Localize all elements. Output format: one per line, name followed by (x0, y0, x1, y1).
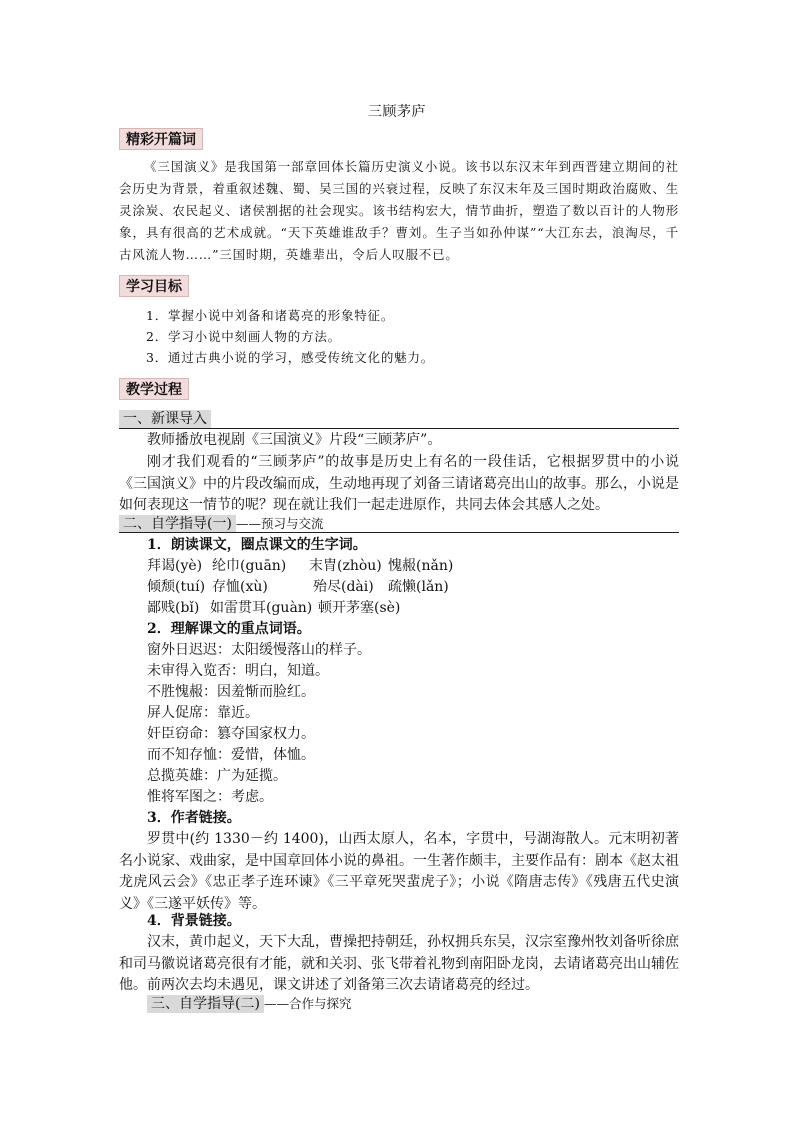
part3-label-shaded: 三、自学指导(二) (147, 995, 264, 1013)
section-header-opening: 精彩开篇词 (119, 128, 203, 150)
step-1: 1．朗读课文，圈点课文的生字词。 (147, 537, 367, 553)
word-item: 纶巾(guān) (212, 558, 287, 574)
definition-item: 总揽英雄：广为延揽。 (147, 768, 287, 784)
author-paragraph: 罗贯中(约 1330－约 1400)，山西太原人，名本，字贯中，号湖海散人。元末明初著名小说家、戏曲家，是中国章回体小说的鼻祖。一生著作颇丰，主要作品有：剧本《赵太祖龙虎风云会》《忠正孝子连环谏》《三平章死哭蜚虎子》；小说《隋唐志传》《残唐五代史演义》《三遂平妖传》等。 (119, 831, 679, 912)
step-4: 4．背景链接。 (147, 913, 241, 929)
definition-item: 不胜愧赧：因羞惭而脸红。 (147, 684, 315, 700)
part1-label (119, 410, 215, 429)
step-3: 3．作者链接。 (147, 810, 241, 826)
part2-label (119, 514, 327, 533)
word-item: 鄙贱(bǐ) (147, 600, 200, 616)
section-header-process: 教学过程 (119, 378, 189, 400)
part1-paragraph-2: 刚才我们观看的“三顾茅庐”的故事是历史上有名的一段佳话，它根据罗贯中的小说《三国演义》中的片段改编而成，生动地再现了刘备三请诸葛亮出山的故事。那么，小说是如何表现这一情节的呢？现在就让我们一起走进原作，共同去体会其感人之处。 (119, 454, 679, 513)
goal-item: 2．学习小说中刻画人物的方法。 (146, 329, 341, 344)
part2-label-rest: ——预习与交流 (235, 516, 324, 531)
definition-item: 而不知存恤：爱惜，体恤。 (147, 747, 315, 763)
part3-label (147, 994, 355, 1013)
part1-paragraph-1: 教师播放电视剧《三国演义》片段“三顾茅庐”。 (147, 432, 442, 448)
goal-item: 3．通过古典小说的学习，感受传统文化的魅力。 (146, 350, 435, 365)
word-item: 如雷贯耳(guàn) (210, 600, 313, 616)
definition-item: 未审得入览否：明白，知道。 (147, 663, 329, 679)
part2-label-shaded: 二、自学指导(一) (119, 515, 236, 533)
word-item: 顿开茅塞(sè) (318, 600, 401, 616)
section-header-goals: 学习目标 (119, 275, 189, 297)
page-title: 三顾茅庐 (368, 104, 426, 120)
divider (119, 428, 679, 429)
definition-item: 屏人促席：靠近。 (147, 705, 259, 721)
part1-label-text: 一、新课导入 (119, 410, 211, 428)
definition-item: 奸臣窃命：篡夺国家权力。 (147, 726, 315, 742)
definition-item: 窗外日迟迟：太阳缓慢落山的样子。 (147, 642, 371, 658)
background-paragraph: 汉末，黄巾起义，天下大乱，曹操把持朝廷，孙权拥兵东吴，汉宗室豫州牧刘备听徐庶和司马徽说诸葛亮很有才能，就和关羽、张飞带着礼物到南阳卧龙岗，去请诸葛亮出山辅佐他。前两次去均未遇见，课文讲述了刘备第三次去请诸葛亮的经过。 (119, 934, 679, 993)
word-item: 疏懒(lǎn) (388, 579, 449, 595)
word-item: 殆尽(dài) (313, 579, 374, 595)
divider (119, 532, 679, 533)
word-item: 倾颓(tuí) (147, 579, 206, 595)
word-item: 末胄(zhòu) (309, 558, 382, 574)
opening-paragraph: 《三国演义》是我国第一部章回体长篇历史演义小说。该书以东汉末年到西晋建立期间的社会历史为背景，着重叙述魏、蜀、吴三国的兴衰过程，反映了东汉末年及三国时期政治腐败、生灵涂炭、农民起义、诸侯割据的社会现实。该书结构宏大，情节曲折，塑造了数以百计的人物形象，具有很高的艺术成就。“天下英雄谁敌手？曹刘。生子当如孙仲谋”“大江东去，浪淘尽，千古风流人物……”三国时期，英雄辈出，令后人叹服不已。 (119, 159, 679, 262)
word-item: 存恤(xù) (212, 579, 268, 595)
definition-item: 惟将军图之：考虑。 (147, 789, 273, 805)
part3-label-rest: ——合作与探究 (263, 996, 352, 1011)
word-item: 拜谒(yè) (147, 558, 203, 574)
word-item: 愧赧(nǎn) (388, 558, 454, 574)
step-2: 2．理解课文的重点词语。 (147, 621, 311, 637)
goal-item: 1．掌握小说中刘备和诸葛亮的形象特征。 (146, 308, 395, 323)
